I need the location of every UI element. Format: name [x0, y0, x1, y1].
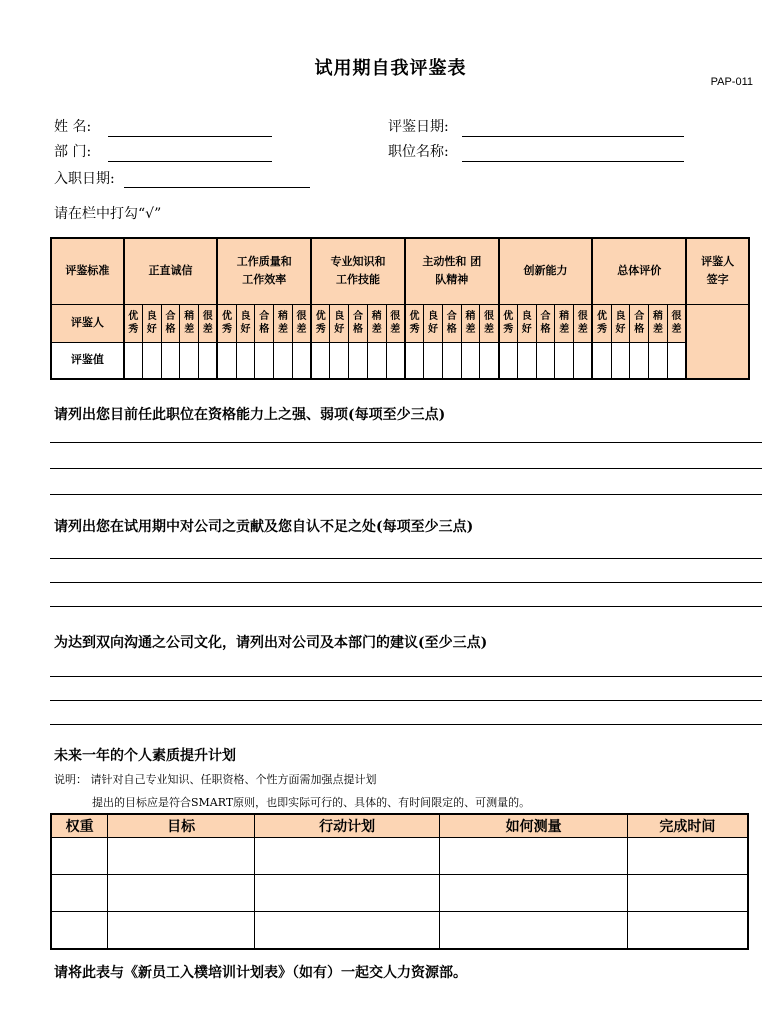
col-weight: 权重: [51, 814, 108, 838]
eval-date-label: 评鉴日期:: [388, 119, 449, 135]
plan-cell[interactable]: [440, 838, 627, 875]
rating-checkbox-cell[interactable]: [649, 342, 668, 379]
plan-cell[interactable]: [51, 875, 108, 912]
rating-header: 稍 差: [461, 304, 480, 342]
rating-header: 优 秀: [405, 304, 424, 342]
answer-line[interactable]: [50, 676, 762, 677]
rating-header: 稍 差: [649, 304, 668, 342]
plan-heading: 未来一年的个人素质提升计划: [54, 748, 236, 764]
rating-checkbox-cell[interactable]: [386, 342, 405, 379]
rating-header: 优 秀: [217, 304, 236, 342]
criterion-initiative-teamwork: 主动性和 团 队精神: [405, 238, 499, 304]
criterion-integrity: 正直诚信: [124, 238, 218, 304]
rating-header: 合 格: [349, 304, 368, 342]
footer-instruction: 请将此表与《新员工入樸培训计划表》（如有）一起交人力资源部。: [54, 965, 467, 981]
plan-cell[interactable]: [108, 875, 255, 912]
col-completion-time: 完成时间: [627, 814, 748, 838]
answer-line[interactable]: [50, 558, 762, 559]
rating-checkbox-cell[interactable]: [330, 342, 349, 379]
instruction: 请在栏中打勾“√”: [54, 206, 162, 222]
rating-checkbox-cell[interactable]: [592, 342, 611, 379]
rating-header: 很 差: [386, 304, 405, 342]
dept-field[interactable]: [108, 160, 272, 162]
plan-cell[interactable]: [627, 838, 748, 875]
page-title: 试用期自我评鉴表: [314, 58, 467, 79]
answer-line[interactable]: [50, 442, 762, 443]
plan-cell[interactable]: [254, 875, 439, 912]
rating-checkbox-cell[interactable]: [499, 342, 518, 379]
rating-header: 稍 差: [555, 304, 574, 342]
signature-cell[interactable]: [686, 304, 749, 379]
answer-line[interactable]: [50, 468, 762, 469]
col-measurement: 如何测量: [440, 814, 627, 838]
rating-header: 很 差: [574, 304, 593, 342]
name-label: 姓 名:: [54, 119, 92, 135]
answer-line[interactable]: [50, 494, 762, 495]
rating-checkbox-cell[interactable]: [517, 342, 536, 379]
rating-header: 合 格: [536, 304, 555, 342]
rating-checkbox-cell[interactable]: [367, 342, 386, 379]
criterion-overall: 总体评价: [592, 238, 686, 304]
question-strengths-weaknesses: 请列出您目前任此职位在资格能力上之强、弱项(每项至少三点): [54, 407, 446, 423]
position-label: 职位名称:: [388, 144, 449, 160]
plan-cell[interactable]: [627, 912, 748, 950]
rating-checkbox-cell[interactable]: [405, 342, 424, 379]
plan-cell[interactable]: [254, 912, 439, 950]
rating-header: 合 格: [161, 304, 180, 342]
rating-header: 很 差: [199, 304, 218, 342]
rating-checkbox-cell[interactable]: [349, 342, 368, 379]
answer-line[interactable]: [50, 700, 762, 701]
rating-header: 良 好: [517, 304, 536, 342]
dept-label: 部 门:: [54, 144, 92, 160]
rating-header: 合 格: [442, 304, 461, 342]
rating-checkbox-cell[interactable]: [574, 342, 593, 379]
rating-checkbox-cell[interactable]: [611, 342, 630, 379]
plan-cell[interactable]: [108, 838, 255, 875]
table-row: [51, 875, 748, 912]
rating-checkbox-cell[interactable]: [536, 342, 555, 379]
rating-checkbox-cell[interactable]: [180, 342, 199, 379]
question-suggestions: 为达到双向沟通之公司文化，请列出对公司及本部门的建议(至少三点): [54, 635, 488, 651]
rating-checkbox-cell[interactable]: [667, 342, 686, 379]
position-field[interactable]: [462, 160, 684, 162]
criterion-innovation: 创新能力: [499, 238, 593, 304]
rater-label: 评鉴人: [51, 304, 124, 342]
rating-checkbox-cell[interactable]: [480, 342, 499, 379]
plan-cell[interactable]: [627, 875, 748, 912]
rating-header: 稍 差: [367, 304, 386, 342]
form-code: PAP-011: [710, 76, 753, 88]
evaluation-table: [50, 237, 750, 380]
rating-header: 合 格: [630, 304, 649, 342]
answer-line[interactable]: [50, 582, 762, 583]
rating-checkbox-cell[interactable]: [236, 342, 255, 379]
plan-cell[interactable]: [440, 912, 627, 950]
rating-header: 很 差: [480, 304, 499, 342]
table-row: [51, 838, 748, 875]
rating-header: 良 好: [330, 304, 349, 342]
criteria-label: 评鉴标准: [51, 238, 124, 304]
rating-header: 很 差: [292, 304, 311, 342]
plan-note-2: 提出的目标应是符合SMART原则，也即实际可行的、具体的、有时间限定的、可测量的。: [92, 796, 531, 809]
rating-header: 很 差: [667, 304, 686, 342]
value-label: 评鉴值: [51, 342, 124, 379]
question-contributions: 请列出您在试用期中对公司之贡献及您自认不足之处(每项至少三点): [54, 519, 474, 535]
plan-cell[interactable]: [108, 912, 255, 950]
plan-cell[interactable]: [254, 838, 439, 875]
plan-cell[interactable]: [440, 875, 627, 912]
rating-header: 优 秀: [311, 304, 330, 342]
join-date-field[interactable]: [124, 186, 310, 188]
rating-header: 良 好: [611, 304, 630, 342]
rating-header: 优 秀: [592, 304, 611, 342]
rating-header: 稍 差: [274, 304, 293, 342]
eval-date-field[interactable]: [462, 135, 684, 137]
rating-checkbox-cell[interactable]: [442, 342, 461, 379]
rating-checkbox-cell[interactable]: [424, 342, 443, 379]
rating-checkbox-cell[interactable]: [555, 342, 574, 379]
criterion-quality-efficiency: 工作质量和 工作效率: [217, 238, 311, 304]
rating-checkbox-cell[interactable]: [311, 342, 330, 379]
signature-label: 评鉴人 签字: [686, 238, 749, 304]
plan-table: [50, 813, 749, 950]
col-action-plan: 行动计划: [254, 814, 439, 838]
rating-checkbox-cell[interactable]: [142, 342, 161, 379]
rating-checkbox-cell[interactable]: [274, 342, 293, 379]
rating-header: 合 格: [255, 304, 274, 342]
join-date-label: 入职日期:: [54, 171, 115, 187]
plan-cell[interactable]: [51, 838, 108, 875]
rating-checkbox-cell[interactable]: [630, 342, 649, 379]
rating-header: 优 秀: [499, 304, 518, 342]
rating-checkbox-cell[interactable]: [217, 342, 236, 379]
answer-line[interactable]: [50, 724, 762, 725]
name-field[interactable]: [108, 135, 272, 137]
rating-checkbox-cell[interactable]: [255, 342, 274, 379]
criterion-knowledge-skills: 专业知识和 工作技能: [311, 238, 405, 304]
rating-checkbox-cell[interactable]: [199, 342, 218, 379]
col-goal: 目标: [108, 814, 255, 838]
rating-header: 优 秀: [124, 304, 143, 342]
plan-cell[interactable]: [51, 912, 108, 950]
answer-line[interactable]: [50, 606, 762, 607]
rating-checkbox-cell[interactable]: [461, 342, 480, 379]
rating-checkbox-cell[interactable]: [161, 342, 180, 379]
rating-header: 良 好: [424, 304, 443, 342]
rating-header: 良 好: [142, 304, 161, 342]
rating-header: 稍 差: [180, 304, 199, 342]
table-row: [51, 912, 748, 950]
rating-checkbox-cell[interactable]: [292, 342, 311, 379]
rating-header: 良 好: [236, 304, 255, 342]
rating-checkbox-cell[interactable]: [124, 342, 143, 379]
plan-note-1: 说明： 请针对自己专业知识、任职资格、个性方面需加强点提计划: [54, 773, 377, 786]
